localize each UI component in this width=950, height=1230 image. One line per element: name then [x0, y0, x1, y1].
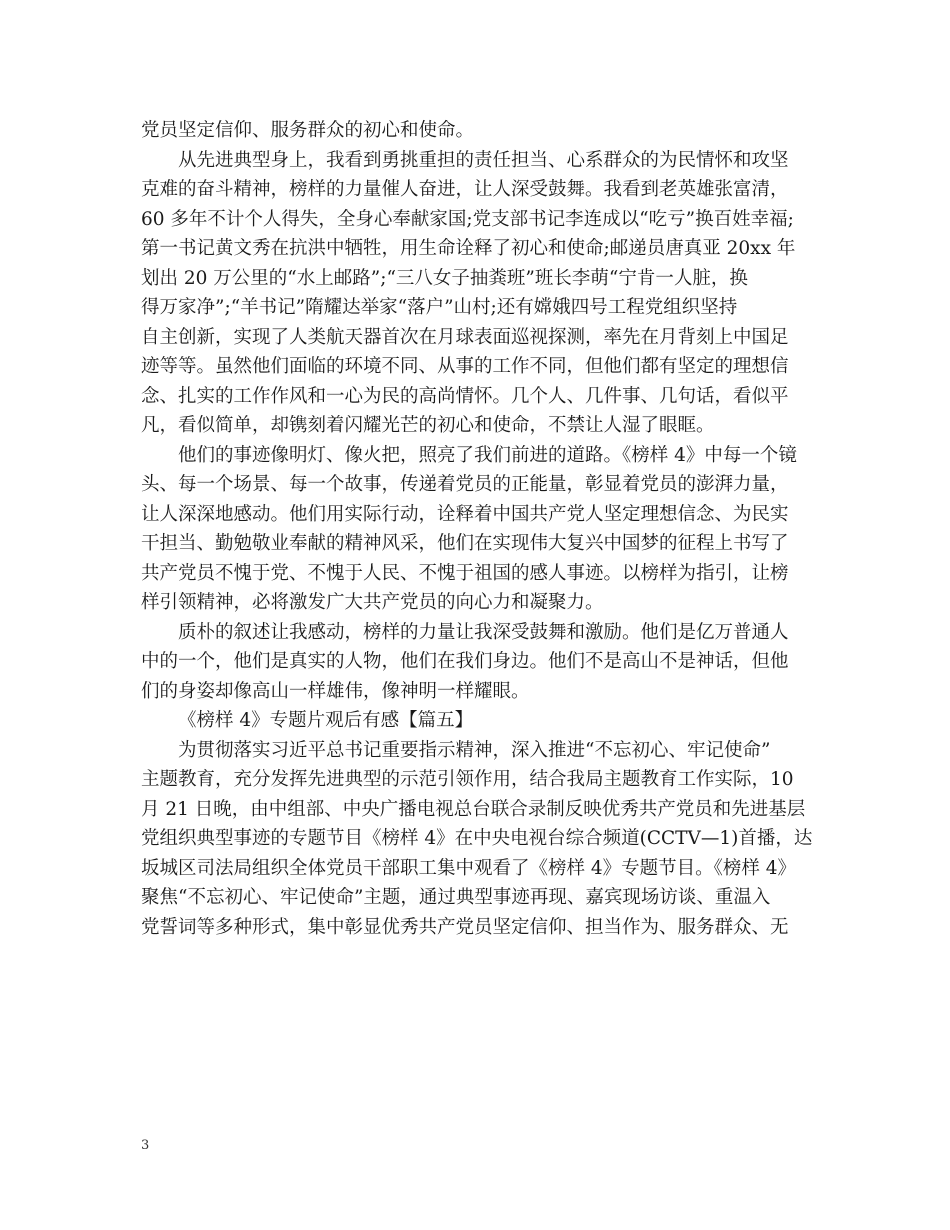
- text-line: 念、扎实的工作作风和一心为民的高尚情怀。几个人、几件事、几句话，看似平: [141, 385, 789, 407]
- paragraph-start-line: 从先进典型身上，我看到勇挑重担的责任担当、心系群众的为民情怀和攻坚: [178, 149, 789, 171]
- page-number: 3: [141, 1138, 150, 1153]
- text-line: 得万家净”;“羊书记”隋耀达举家“落户”山村;还有嫦娥四号工程党组织坚持: [141, 297, 738, 318]
- text-line: 聚焦“不忘初心、牢记使命”主题，通过典型事迹再现、嘉宾现场访谈、重温入: [141, 887, 771, 908]
- text-line: 坂城区司法局组织全体党员干部职工集中观看了《榜样 4》专题节目。《榜样 4》: [141, 857, 797, 879]
- text-line: 凡，看似简单，却镌刻着闪耀光芒的初心和使命，不禁让人湿了眼眶。: [141, 415, 715, 436]
- text-line: 迹等等。虽然他们面临的环境不同、从事的工作不同，但他们都有坚定的理想信: [141, 356, 789, 377]
- text-line: 党组织典型事迹的专题节目《榜样 4》在中央电视台综合频道(CCTV—1)首播，达: [141, 828, 813, 849]
- paragraph-start-line: 为贯彻落实习近平总书记重要指示精神，深入推进“不忘初心、牢记使命”: [178, 739, 771, 761]
- paragraph-start-line: 他们的事迹像明灯、像火把，照亮了我们前进的道路。《榜样 4》中每一个镜: [178, 444, 797, 466]
- text-line: 干担当、勤勉敬业奉献的精神风采，他们在实现伟大复兴中国梦的征程上书写了: [141, 533, 789, 554]
- body-text: [141, 116, 829, 942]
- text-line: 60 多年不计个人得失，全身心奉献家国;党支部书记李连成以“吃亏”换百姓幸福;: [141, 208, 794, 230]
- text-line: 党员坚定信仰、服务群众的初心和使命。: [141, 120, 475, 141]
- text-line: 主题教育，充分发挥先进典型的示范引领作用，结合我局主题教育工作实际，10: [141, 769, 794, 790]
- section-heading: 《榜样 4》专题片观后有感【篇五】: [178, 710, 474, 731]
- text-line: 第一书记黄文秀在抗洪中牺牲，用生命诠释了初心和使命;邮递员唐真亚 20xx 年: [141, 238, 796, 259]
- text-line: 们的身姿却像高山一样雄伟，像神明一样耀眼。: [141, 680, 530, 702]
- text-line: 共产党员不愧于党、不愧于人民、不愧于祖国的感人事迹。以榜样为指引，让榜: [141, 562, 789, 584]
- text-line: 党誓词等多种形式，集中彰显优秀共产党员坚定信仰、担当作为、服务群众、无: [141, 916, 789, 938]
- text-line: 让人深深地感动。他们用实际行动，诠释着中国共产党人坚定理想信念、为民实: [141, 503, 789, 525]
- paragraph-start-line: 质朴的叙述让我感动，榜样的力量让我深受鼓舞和激励。他们是亿万普通人: [178, 621, 789, 643]
- text-line: 样引领精神，必将激发广大共产党员的向心力和凝聚力。: [141, 592, 604, 613]
- text-line: 中的一个，他们是真实的人物，他们在我们身边。他们不是高山不是神话，但他: [141, 651, 789, 672]
- text-line: 头、每一个场景、每一个故事，传递着党员的正能量，彰显着党员的澎湃力量，: [141, 474, 789, 495]
- text-line: 月 21 日晚，由中组部、中央广播电视总台联合录制反映优秀共产党员和先进基层: [141, 798, 806, 820]
- text-line: 划出 20 万公里的“水上邮路”;“三八女子抽粪班”班长李萌“宁肯一人脏，换: [141, 267, 748, 289]
- text-line: 克难的奋斗精神，榜样的力量催人奋进，让人深受鼓舞。我看到老英雄张富清，: [141, 179, 789, 200]
- text-line: 自主创新，实现了人类航天器首次在月球表面巡视探测，率先在月背刻上中国足: [141, 326, 789, 348]
